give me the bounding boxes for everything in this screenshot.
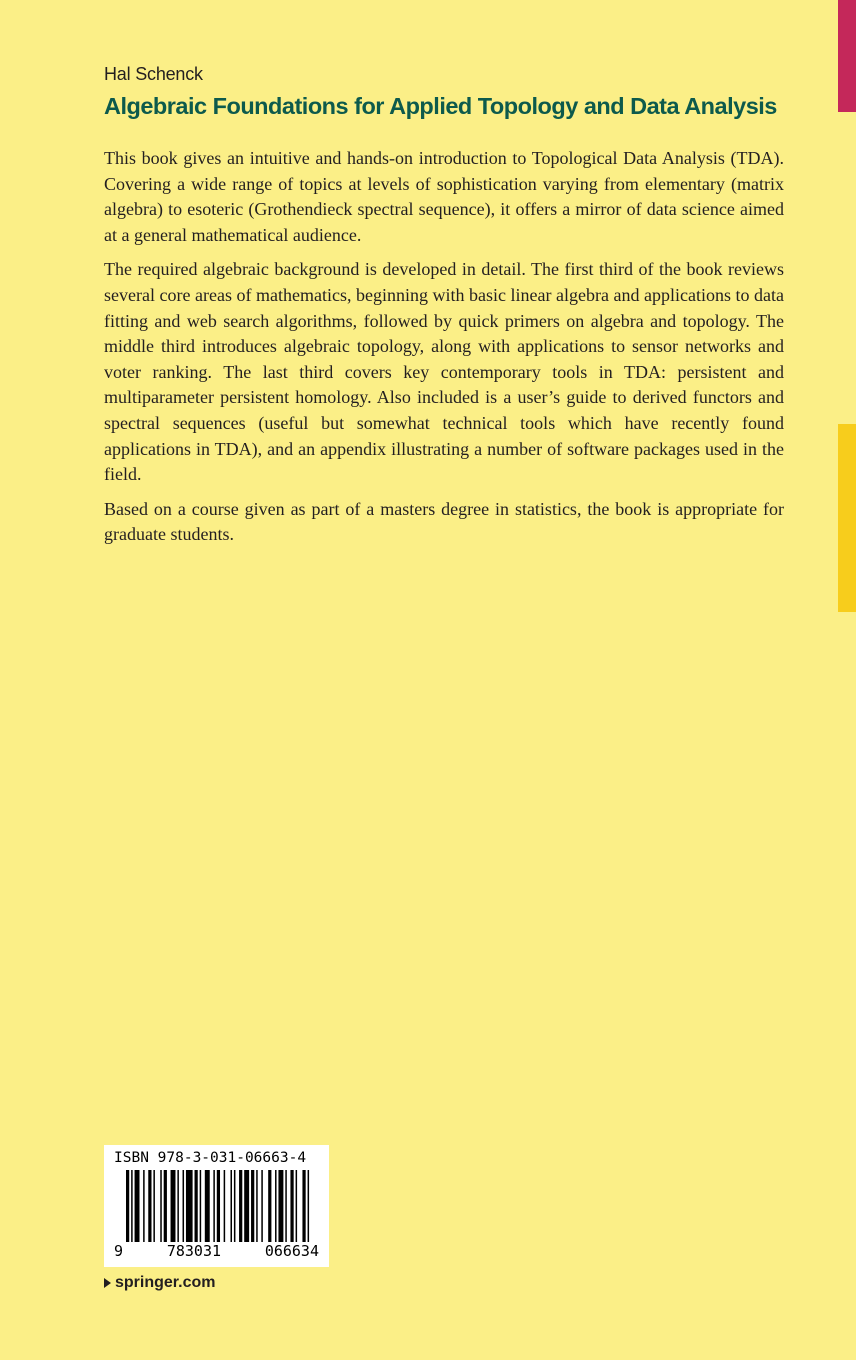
blurb-paragraph: This book gives an intuitive and hands-on introduction to Topological Data Analysis (TDA). Covering a wide range of topics at levels of sophistication varying from elementary (matrix algebra) to esoteric (Grothendieck spectral sequence), it offers a mirror of data science aimed at a general mathematical audience. <box>104 148 784 245</box>
arrow-right-icon <box>104 1278 111 1288</box>
accent-bar-top <box>838 0 856 112</box>
barcode-digits <box>114 1242 319 1260</box>
barcode-digits-left: 783031 <box>166 1242 222 1260</box>
barcode-digits-right: 066634 <box>264 1242 319 1260</box>
publisher-link[interactable] <box>104 1274 215 1292</box>
barcode-digit-lead: 9 <box>114 1242 124 1260</box>
barcode-bars <box>126 1170 311 1242</box>
book-title: Algebraic Foundations for Applied Topology and Data Analysis <box>104 93 777 119</box>
accent-bar-middle <box>838 424 856 612</box>
blurb <box>104 146 784 557</box>
blurb-paragraph: The required algebraic background is developed in detail. The first third of the book reviews several core areas of mathematics, beginning with basic linear algebra and applications to data fitting and web search algorithms, followed by quick primers on algebra and topology. The middle third introduces algebraic topology, along with applications to sensor networks and voter ranking. The last third covers key contemporary tools in TDA: persistent and multiparameter persistent homology. Also included is a user’s guide to derived functors and spectral sequences (useful but somewhat technical tools which have recently found applications in TDA), and an appendix illustrating a number of software packages used in the field. <box>104 259 784 485</box>
blurb-paragraph: Based on a course given as part of a masters degree in statistics, the book is appropriate for graduate students. <box>104 498 784 545</box>
author-name: Hal Schenck <box>104 64 203 84</box>
isbn-label: ISBN 978-3-031-06663-4 <box>114 1150 307 1166</box>
publisher-url: springer.com <box>115 1274 216 1291</box>
isbn-barcode <box>104 1145 329 1267</box>
